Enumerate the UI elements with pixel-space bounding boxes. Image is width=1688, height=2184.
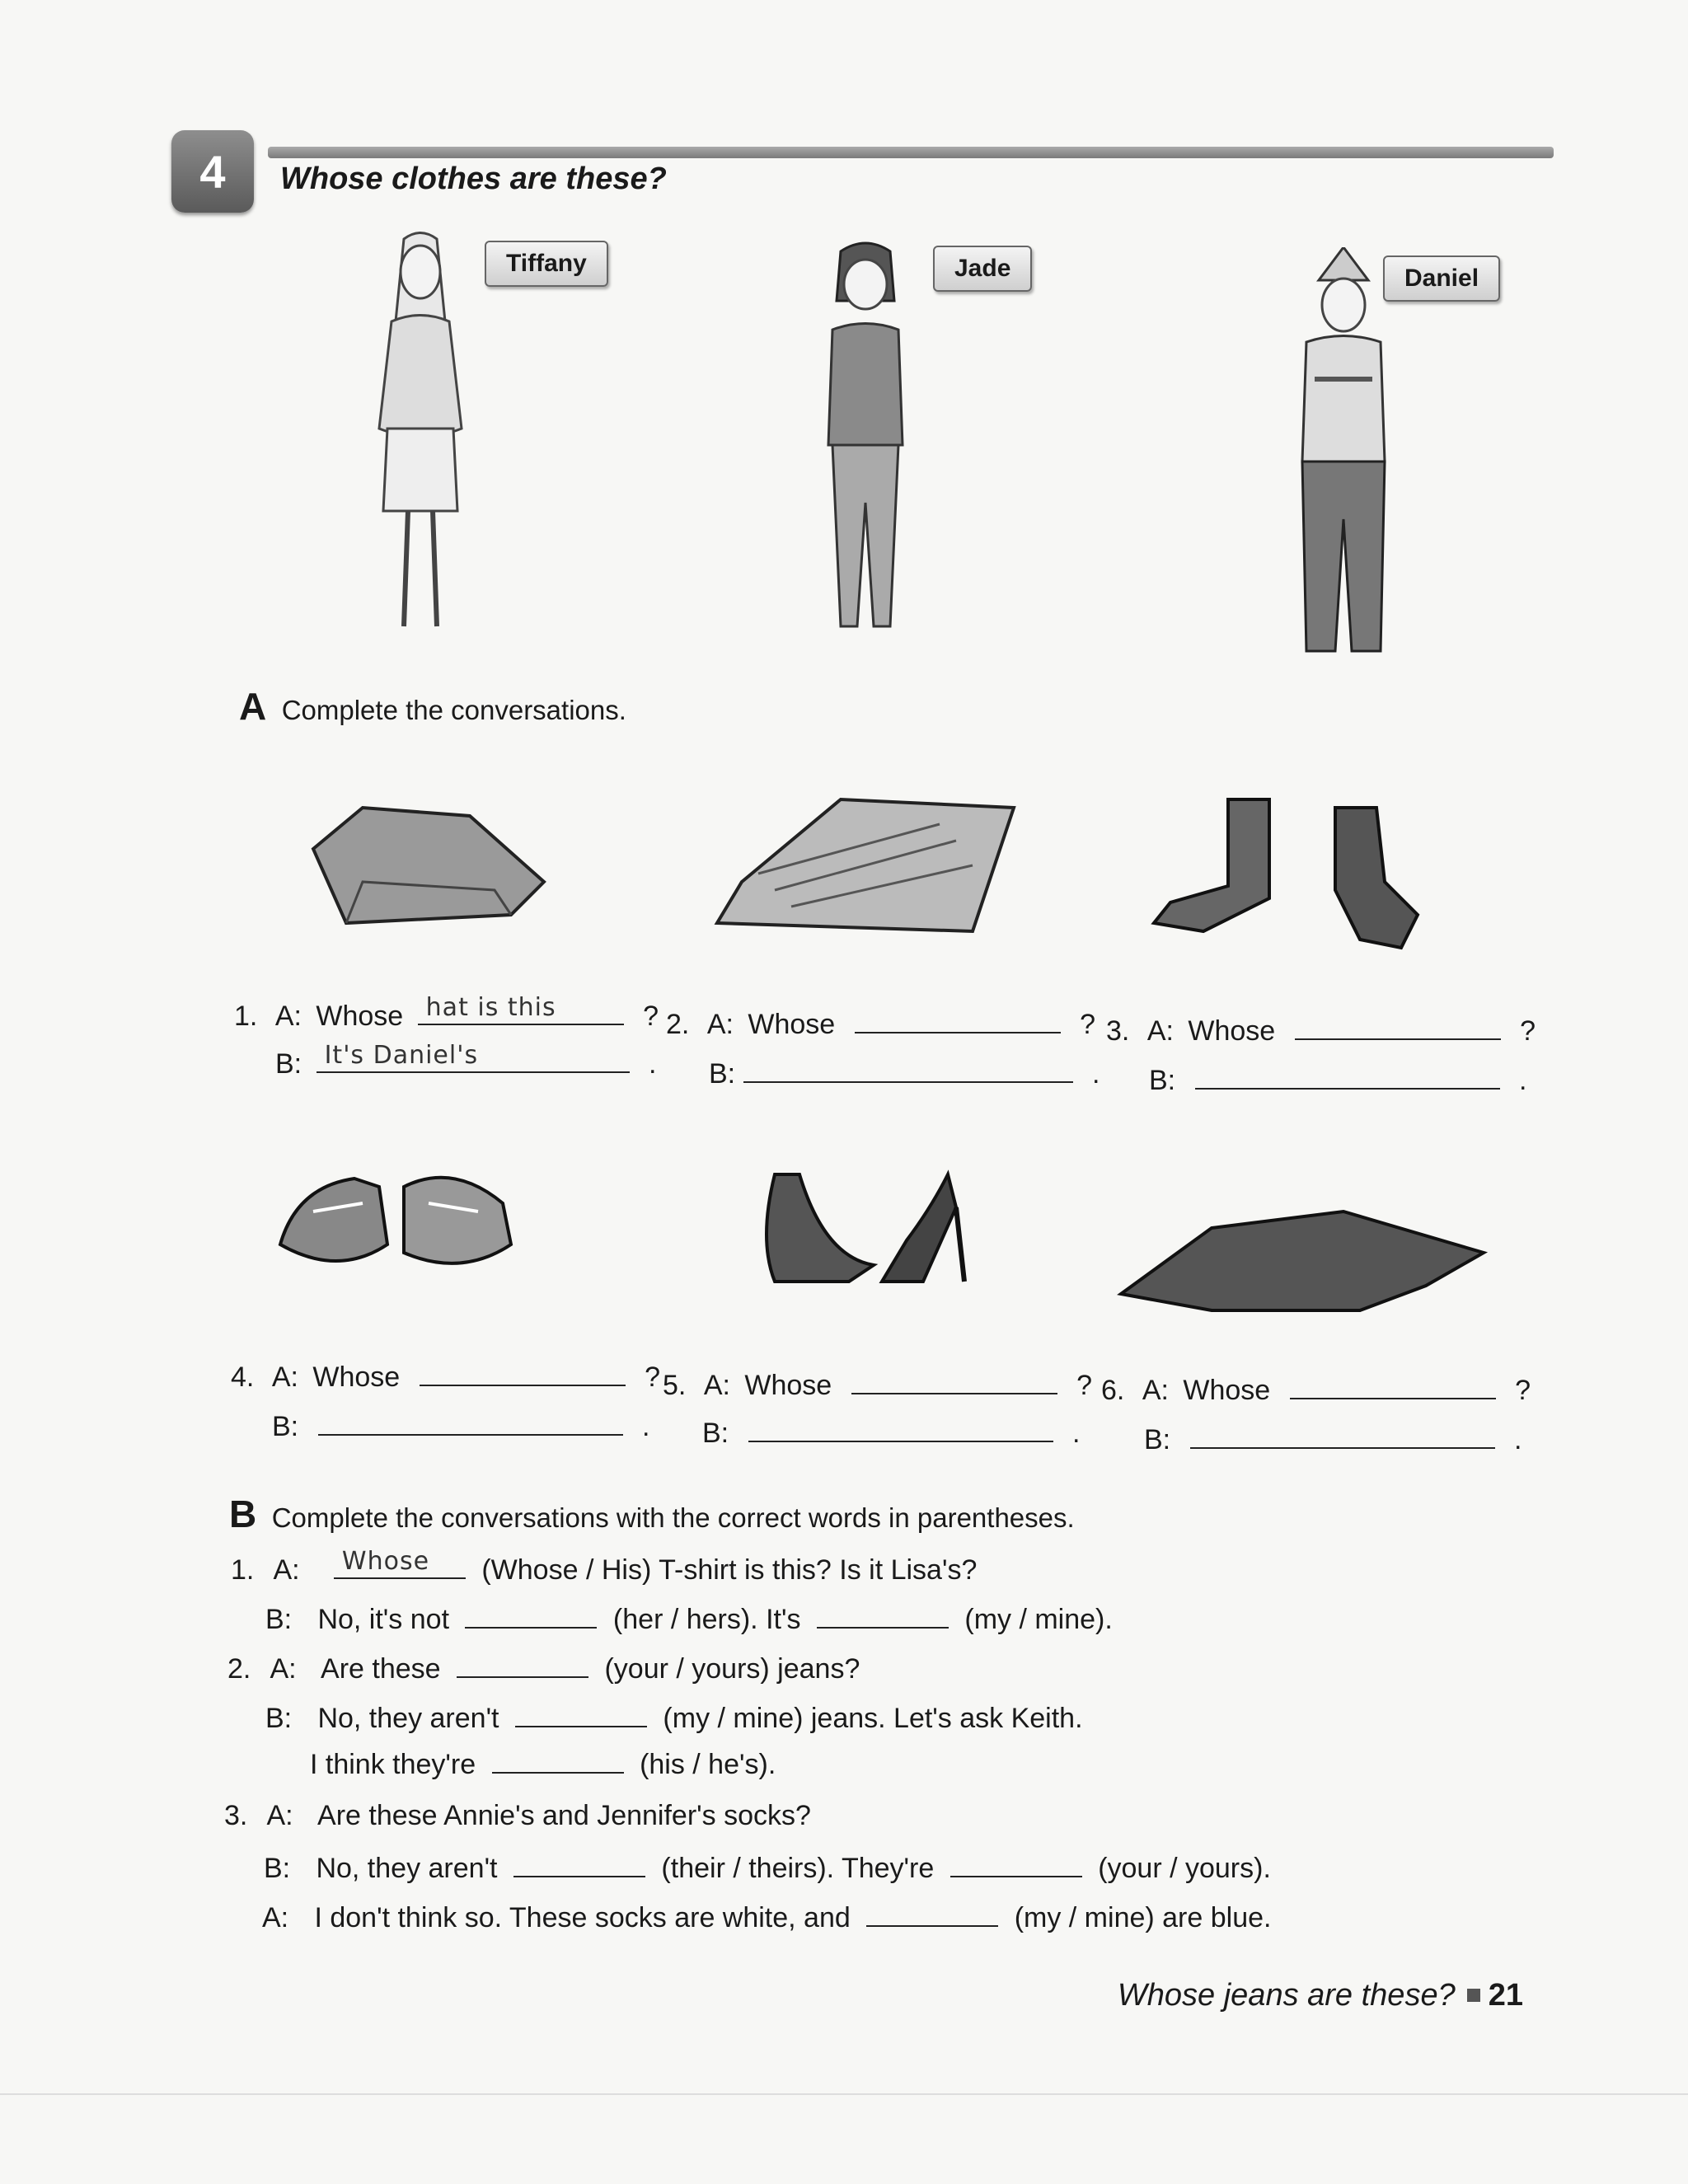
line-text: (my / mine) jeans. Let's ask Keith. bbox=[663, 1703, 1083, 1734]
jade-figure bbox=[783, 239, 948, 651]
handwritten-answer: It's Daniel's bbox=[324, 1041, 479, 1070]
b-line-8 bbox=[262, 1900, 1271, 1934]
question-mark: ? bbox=[645, 1361, 661, 1393]
header-rule bbox=[268, 147, 1554, 158]
section-letter: A bbox=[239, 685, 267, 728]
period: . bbox=[1519, 1065, 1527, 1096]
answer-blank[interactable] bbox=[1295, 1014, 1501, 1040]
item-3-question bbox=[1106, 1014, 1536, 1047]
section-letter: B bbox=[229, 1493, 257, 1535]
tshirt-icon bbox=[1113, 1195, 1492, 1319]
answer-blank[interactable] bbox=[817, 1602, 949, 1629]
item-1-question bbox=[234, 993, 659, 1033]
answer-blank[interactable] bbox=[950, 1851, 1082, 1877]
item-2-question bbox=[666, 1007, 1095, 1041]
square-bullet-icon bbox=[1467, 1989, 1480, 2002]
item-number: 1. bbox=[234, 1001, 258, 1032]
speaker-label: A: bbox=[262, 1902, 289, 1933]
line-text: Are these bbox=[321, 1653, 441, 1685]
speaker-label: A: bbox=[274, 1001, 302, 1032]
question-mark: ? bbox=[1515, 1375, 1531, 1406]
period: . bbox=[1072, 1418, 1081, 1449]
speaker-label: A: bbox=[271, 1361, 298, 1393]
line-text: No, they aren't bbox=[316, 1853, 498, 1884]
item-number: 2. bbox=[227, 1653, 251, 1685]
prompt-text: Whose bbox=[316, 1001, 404, 1032]
b-line-7 bbox=[264, 1851, 1271, 1885]
item-number: 5. bbox=[663, 1370, 687, 1401]
footer-title: Whose jeans are these? bbox=[1117, 1978, 1456, 2013]
item-number: 1. bbox=[231, 1554, 255, 1586]
answer-blank[interactable] bbox=[1290, 1373, 1496, 1399]
speaker-label: B: bbox=[709, 1058, 736, 1090]
line-text: No, it's not bbox=[317, 1604, 450, 1635]
answer-blank[interactable] bbox=[334, 1547, 466, 1579]
answer-blank[interactable] bbox=[851, 1368, 1057, 1394]
answer-blank[interactable] bbox=[515, 1701, 647, 1727]
line-text: (my / mine). bbox=[964, 1604, 1113, 1635]
answer-blank[interactable] bbox=[743, 1057, 1073, 1083]
speaker-label: A: bbox=[703, 1370, 730, 1401]
period: . bbox=[642, 1411, 650, 1442]
line-text: (Whose / His) T-shirt is this? Is it Lisa's? bbox=[481, 1554, 978, 1586]
speaker-label: B: bbox=[1144, 1424, 1171, 1455]
handwritten-answer: Whose bbox=[341, 1547, 430, 1576]
item-2-response bbox=[709, 1057, 1100, 1090]
b-line-2 bbox=[265, 1602, 1113, 1636]
character-name: Jade bbox=[954, 255, 1011, 282]
section-a-heading bbox=[239, 684, 626, 729]
speaker-label: B: bbox=[265, 1604, 293, 1635]
b-line-3 bbox=[227, 1652, 860, 1685]
section-b-heading bbox=[229, 1492, 1075, 1536]
line-text: I don't think so. These socks are white, and bbox=[314, 1902, 851, 1933]
question-mark: ? bbox=[643, 1001, 659, 1032]
skirt-icon bbox=[709, 791, 1022, 940]
prompt-text: Whose bbox=[312, 1361, 401, 1393]
page-number: 21 bbox=[1488, 1978, 1523, 2013]
speaker-label: A: bbox=[270, 1653, 297, 1685]
line-text: I think they're bbox=[310, 1749, 476, 1780]
question-mark: ? bbox=[1080, 1009, 1096, 1040]
character-name: Tiffany bbox=[506, 250, 587, 277]
line-text: (her / hers). It's bbox=[612, 1604, 801, 1635]
tiffany-name-tag bbox=[485, 241, 608, 287]
page-footer bbox=[1118, 1978, 1523, 2013]
item-number: 3. bbox=[224, 1800, 248, 1831]
item-4-response bbox=[272, 1409, 649, 1443]
answer-blank[interactable] bbox=[457, 1652, 588, 1678]
answer-blank[interactable] bbox=[420, 1360, 626, 1386]
speaker-label: A: bbox=[273, 1554, 300, 1586]
item-5-response bbox=[702, 1416, 1080, 1450]
item-5-question bbox=[663, 1368, 1092, 1402]
handwritten-answer: hat is this bbox=[425, 993, 556, 1022]
item-6-question bbox=[1101, 1373, 1531, 1407]
item-1-response bbox=[275, 1041, 657, 1080]
b-line-1 bbox=[231, 1547, 978, 1586]
period: . bbox=[1092, 1058, 1100, 1090]
boots-icon bbox=[1137, 791, 1484, 956]
line-text: (their / theirs). They're bbox=[661, 1853, 935, 1884]
b-line-4 bbox=[265, 1701, 1083, 1735]
item-number: 2. bbox=[666, 1009, 690, 1040]
answer-blank[interactable] bbox=[855, 1007, 1061, 1033]
character-name: Daniel bbox=[1404, 265, 1479, 292]
sneakers-icon bbox=[264, 1154, 528, 1294]
speaker-label: B: bbox=[264, 1853, 291, 1884]
prompt-text: Whose bbox=[748, 1009, 836, 1040]
hat-icon bbox=[297, 791, 552, 931]
speaker-label: B: bbox=[1149, 1065, 1176, 1096]
daniel-figure bbox=[1261, 247, 1426, 676]
high-heels-icon bbox=[725, 1158, 997, 1306]
b-line-5 bbox=[310, 1747, 776, 1781]
item-number: 4. bbox=[231, 1361, 255, 1393]
exercise-title: Whose clothes are these? bbox=[280, 162, 667, 196]
item-number: 6. bbox=[1101, 1375, 1125, 1406]
item-4-question bbox=[231, 1360, 660, 1394]
prompt-text: Whose bbox=[1188, 1015, 1276, 1047]
exercise-number-badge: 4 bbox=[171, 130, 254, 213]
speaker-label: A: bbox=[1146, 1015, 1174, 1047]
speaker-label: B: bbox=[265, 1703, 293, 1734]
line-text: (my / mine) are blue. bbox=[1014, 1902, 1272, 1933]
answer-blank[interactable] bbox=[866, 1900, 998, 1927]
item-6-response bbox=[1144, 1422, 1522, 1456]
speaker-label: B: bbox=[275, 1048, 302, 1080]
prompt-text: Whose bbox=[744, 1370, 832, 1401]
section-instruction: Complete the conversations with the correct words in parentheses. bbox=[271, 1502, 1075, 1533]
question-mark: ? bbox=[1076, 1370, 1093, 1401]
line-text: (your / yours). bbox=[1098, 1853, 1271, 1884]
speaker-label: A: bbox=[1142, 1375, 1169, 1406]
answer-blank[interactable] bbox=[513, 1851, 645, 1877]
tiffany-figure bbox=[346, 231, 495, 643]
answer-blank[interactable] bbox=[318, 1409, 623, 1436]
answer-blank[interactable] bbox=[492, 1747, 624, 1774]
section-instruction: Complete the conversations. bbox=[281, 695, 626, 725]
line-text: (his / he's). bbox=[640, 1749, 776, 1780]
speaker-label: A: bbox=[706, 1009, 734, 1040]
item-3-response bbox=[1149, 1063, 1526, 1097]
answer-blank[interactable] bbox=[1195, 1063, 1500, 1090]
answer-blank[interactable] bbox=[748, 1416, 1053, 1442]
question-mark: ? bbox=[1520, 1015, 1536, 1047]
b-line-6 bbox=[224, 1800, 811, 1832]
answer-blank[interactable] bbox=[418, 993, 624, 1025]
answer-blank[interactable] bbox=[316, 1041, 630, 1073]
daniel-name-tag bbox=[1383, 255, 1500, 302]
answer-blank[interactable] bbox=[465, 1602, 597, 1629]
prompt-text: Whose bbox=[1183, 1375, 1271, 1406]
page-bottom-line bbox=[0, 2093, 1688, 2095]
line-text: No, they aren't bbox=[317, 1703, 499, 1734]
speaker-label: B: bbox=[702, 1418, 729, 1449]
answer-blank[interactable] bbox=[1190, 1422, 1495, 1449]
period: . bbox=[649, 1048, 657, 1080]
line-text: Are these Annie's and Jennifer's socks? bbox=[317, 1800, 811, 1831]
jade-name-tag bbox=[933, 246, 1032, 292]
item-number: 3. bbox=[1106, 1015, 1130, 1047]
speaker-label: A: bbox=[266, 1800, 293, 1831]
period: . bbox=[1514, 1424, 1522, 1455]
speaker-label: B: bbox=[272, 1411, 299, 1442]
line-text: (your / yours) jeans? bbox=[604, 1653, 860, 1685]
